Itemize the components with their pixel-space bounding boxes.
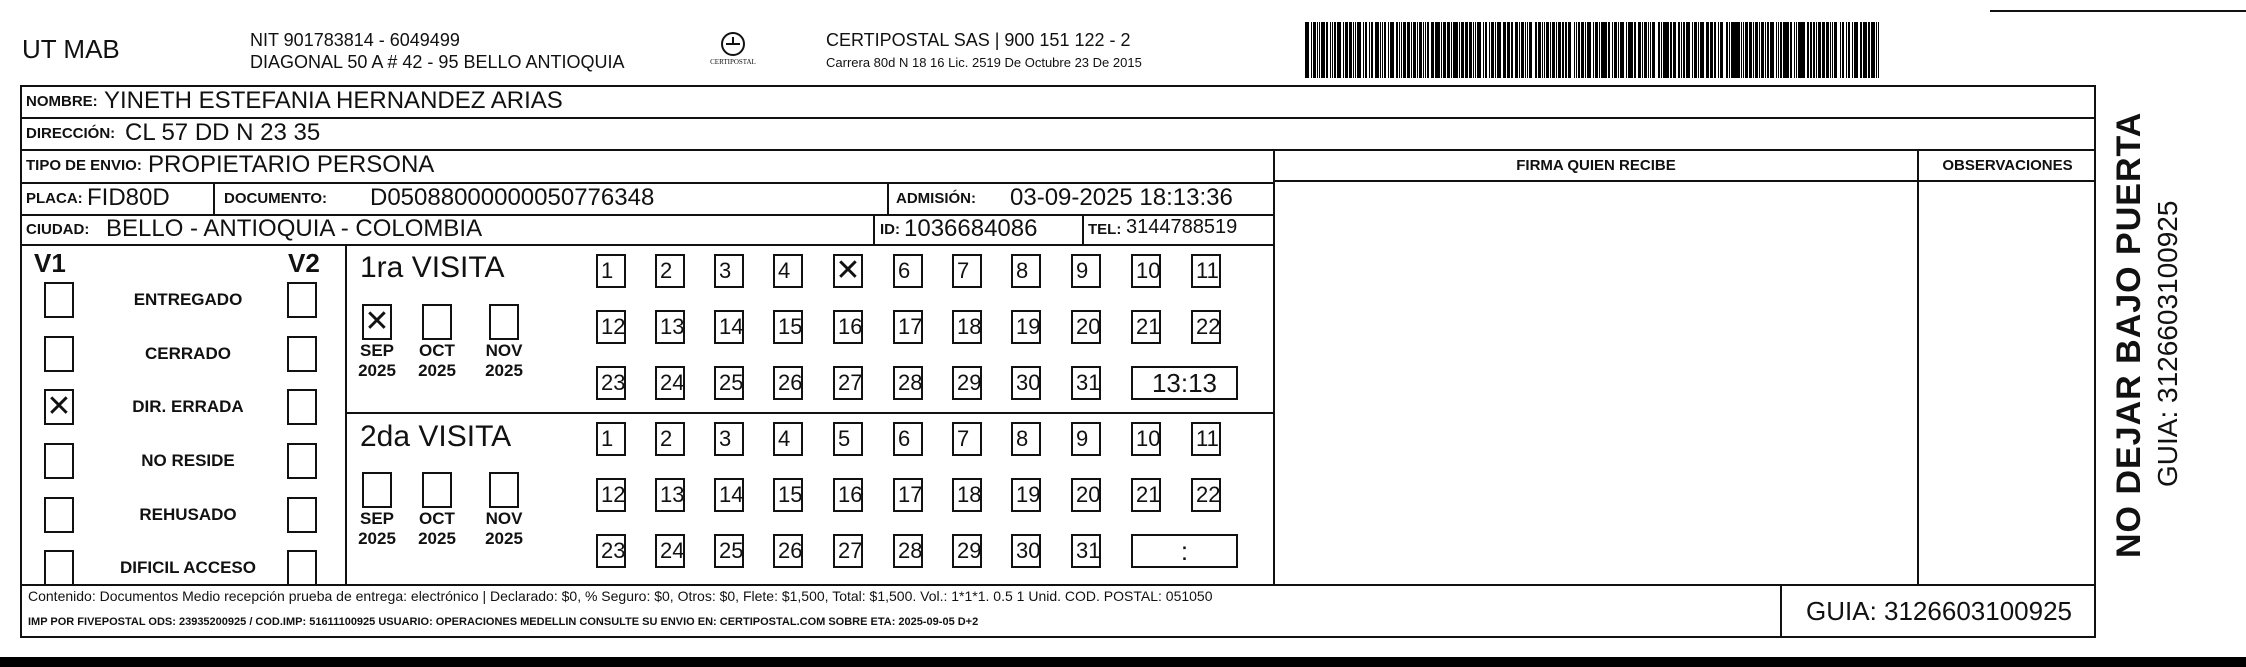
barcode-bar xyxy=(1511,22,1513,78)
barcode-bar xyxy=(1497,22,1501,78)
day-box-14[interactable]: 14 xyxy=(714,478,744,512)
month-name: OCT xyxy=(419,341,455,360)
day-box-16[interactable]: 16 xyxy=(833,478,863,512)
company-nit: NIT 901783814 - 6049499 xyxy=(250,30,460,50)
barcode-bar xyxy=(1614,22,1616,78)
direccion-value: CL 57 DD N 23 35 xyxy=(125,119,321,146)
month-checkbox-oct[interactable] xyxy=(422,472,452,508)
barcode-bar xyxy=(1846,22,1847,78)
barcode-bar xyxy=(1343,22,1344,78)
barcode-bar xyxy=(1686,22,1690,78)
day-box-9[interactable]: 9 xyxy=(1071,422,1101,456)
documento-value: D05088000000050776348 xyxy=(370,184,655,211)
barcode-bar xyxy=(1461,22,1465,78)
barcode-bar xyxy=(1568,22,1572,78)
barcode-bar xyxy=(1650,22,1651,78)
company-name: UT MAB xyxy=(22,34,120,64)
barcode-bar xyxy=(1427,22,1429,78)
status-option-label: NO RESIDE xyxy=(141,451,235,470)
day-box-6[interactable]: 6 xyxy=(893,254,923,288)
day-box-20[interactable]: 20 xyxy=(1071,310,1101,344)
day-box-14[interactable]: 14 xyxy=(714,310,744,344)
day-box-9[interactable]: 9 xyxy=(1071,254,1101,288)
v1-checkbox-1[interactable] xyxy=(44,282,74,318)
v1-checkbox-6[interactable] xyxy=(44,550,74,586)
day-box-7[interactable]: 7 xyxy=(952,422,982,456)
barcode-bar xyxy=(1552,22,1556,78)
v2-checkbox-3[interactable] xyxy=(287,389,317,425)
v1-label: V1 xyxy=(34,248,66,278)
barcode-bar xyxy=(1369,22,1370,78)
day-box-31[interactable]: 31 xyxy=(1071,366,1101,400)
barcode-bar xyxy=(1860,22,1862,78)
day-box-26[interactable]: 26 xyxy=(773,534,803,568)
day-box-23[interactable]: 23 xyxy=(596,534,626,568)
barcode-bar xyxy=(1529,22,1533,78)
barcode-bar xyxy=(1317,22,1318,78)
barcode-bar xyxy=(1465,22,1467,78)
barcode-bar xyxy=(1475,22,1476,78)
month-label xyxy=(411,341,463,381)
day-box-6[interactable]: 6 xyxy=(893,422,923,456)
tipo-value: PROPIETARIO PERSONA xyxy=(148,151,435,178)
day-box-1[interactable]: 1 xyxy=(596,254,626,288)
status-option-label: REHUSADO xyxy=(139,505,237,524)
barcode-bar xyxy=(1578,22,1580,78)
month-name: SEP xyxy=(359,509,395,528)
day-box-22[interactable]: 22 xyxy=(1191,310,1221,344)
barcode-bar xyxy=(1546,22,1548,78)
top-right-rule xyxy=(1990,10,2246,12)
barcode-bar xyxy=(1363,22,1364,78)
barcode-bar xyxy=(1865,22,1866,78)
barcode-bar xyxy=(1334,22,1336,78)
tel-value: 3144788519 xyxy=(1126,216,1238,238)
barcode-bar xyxy=(1736,22,1740,78)
barcode-bar xyxy=(1382,22,1383,78)
barcode-bar xyxy=(1683,22,1685,78)
v1-checkbox-3[interactable]: ✕ xyxy=(44,389,74,425)
day-box-27[interactable]: 27 xyxy=(833,534,863,568)
barcode-bar xyxy=(1620,22,1624,78)
barcode-bar xyxy=(1731,22,1733,78)
day-box-5[interactable]: ✕ xyxy=(833,254,863,288)
barcode-bar xyxy=(1443,22,1447,78)
barcode-bar xyxy=(1527,22,1528,78)
tel-label: TEL: xyxy=(1088,221,1122,238)
barcode-bar xyxy=(1542,22,1543,78)
month-checkbox-oct[interactable] xyxy=(422,304,452,340)
barcode-bar xyxy=(1807,22,1808,78)
day-box-15[interactable]: 15 xyxy=(773,478,803,512)
month-year: 2025 xyxy=(485,529,523,548)
day-box-18[interactable]: 18 xyxy=(952,478,982,512)
day-box-3[interactable]: 3 xyxy=(714,422,744,456)
day-box-15[interactable]: 15 xyxy=(773,310,803,344)
barcode-bar xyxy=(1692,22,1693,78)
day-box-4[interactable]: 4 xyxy=(773,254,803,288)
barcode-bar xyxy=(1477,22,1481,78)
barcode-bar xyxy=(1801,22,1805,78)
month-checkbox-nov[interactable] xyxy=(489,304,519,340)
direccion-label: DIRECCIÓN: xyxy=(26,125,116,142)
barcode-bar xyxy=(1842,22,1844,78)
day-box-17[interactable]: 17 xyxy=(893,478,923,512)
barcode-bar xyxy=(1375,22,1379,78)
side-guia: GUIA: 3126603100925 xyxy=(2152,200,2183,487)
barcode-bar xyxy=(1581,22,1583,78)
visit2-title: 2da VISITA xyxy=(360,420,512,453)
visit1-title: 1ra VISITA xyxy=(360,251,505,284)
status-option-label: ENTREGADO xyxy=(133,290,243,309)
barcode-bar xyxy=(1618,22,1619,78)
placa-value: FID80D xyxy=(87,184,170,211)
documento-label: DOCUMENTO: xyxy=(224,190,328,207)
barcode-bar xyxy=(1720,22,1724,78)
barcode-bar xyxy=(1749,22,1751,78)
month-name: SEP xyxy=(359,341,395,360)
ciudad-value: BELLO - ANTIOQUIA - COLOMBIA xyxy=(106,215,483,242)
barcode-bar xyxy=(1538,22,1540,78)
day-box-29[interactable]: 29 xyxy=(952,366,982,400)
barcode-bar xyxy=(1700,22,1704,78)
barcode-bar xyxy=(1673,22,1677,78)
barcode-bar xyxy=(1868,22,1870,78)
certipostal-logo xyxy=(708,30,758,72)
barcode-bar xyxy=(1878,22,1879,78)
barcode-bar xyxy=(1678,22,1679,78)
day-box-21[interactable]: 21 xyxy=(1131,478,1161,512)
day-box-5[interactable]: 5 xyxy=(833,422,863,456)
barcode-bar xyxy=(1810,22,1812,78)
firma-label: FIRMA QUIEN RECIBE xyxy=(1516,157,1676,174)
v1-checkbox-2[interactable] xyxy=(44,336,74,372)
time-field[interactable]: : xyxy=(1131,534,1238,568)
tipo-label: TIPO DE ENVIO: xyxy=(26,157,142,174)
barcode-bar xyxy=(1644,22,1646,78)
day-box-28[interactable]: 28 xyxy=(893,534,923,568)
barcode-bar xyxy=(1599,22,1600,78)
barcode-bar xyxy=(1663,22,1665,78)
barcode-bar xyxy=(1305,22,1309,78)
v2-checkbox-4[interactable] xyxy=(287,443,317,479)
v2-checkbox-2[interactable] xyxy=(287,336,317,372)
barcode-bar xyxy=(1451,22,1452,78)
barcode-bar xyxy=(1574,22,1575,78)
barcode-bar xyxy=(1813,22,1814,78)
barcode-bar xyxy=(1357,22,1361,78)
barcode-bar xyxy=(1603,22,1607,78)
observaciones-label: OBSERVACIONES xyxy=(1942,157,2073,174)
barcode-bar xyxy=(1726,22,1728,78)
barcode-bar xyxy=(1384,22,1386,78)
barcode-bar xyxy=(1840,22,1841,78)
day-box-22[interactable]: 22 xyxy=(1191,478,1221,512)
footer-guia: GUIA: 3126603100925 xyxy=(1806,596,2072,626)
day-box-10[interactable]: 10 xyxy=(1131,422,1161,456)
barcode-bar xyxy=(1515,22,1519,78)
admision-value: 03-09-2025 18:13:36 xyxy=(1010,184,1233,211)
barcode-bar xyxy=(1780,22,1782,78)
month-year: 2025 xyxy=(485,361,523,380)
barcode-bar xyxy=(1413,22,1417,78)
month-year: 2025 xyxy=(358,361,396,380)
month-checkbox-nov[interactable] xyxy=(489,472,519,508)
barcode-bar xyxy=(1718,22,1719,78)
barcode-bar xyxy=(1330,22,1331,78)
day-box-24[interactable]: 24 xyxy=(655,534,685,568)
month-label xyxy=(478,509,530,549)
month-name: OCT xyxy=(419,509,455,528)
barcode-bar xyxy=(1313,22,1315,78)
barcode-bar xyxy=(1469,22,1471,78)
day-box-2[interactable]: 2 xyxy=(655,254,685,288)
barcode-bar xyxy=(1437,22,1439,78)
barcode-bar xyxy=(1767,22,1769,78)
barcode-bar xyxy=(1854,22,1858,78)
day-box-30[interactable]: 30 xyxy=(1011,366,1041,400)
footer-print-info: IMP POR FIVEPOSTAL ODS: 23935200925 / COD.IMP: 51611100925 USUARIO: OPERACIONES MEDELLIN CONSULTE SU ENVIO EN: CERTIPOSTAL.COM SOBRE ETA: 2025-09-05 D+2 xyxy=(28,616,979,628)
barcode-bar xyxy=(1585,22,1586,78)
day-box-25[interactable]: 25 xyxy=(714,366,744,400)
id-label: ID: xyxy=(880,221,900,238)
day-box-11[interactable]: 11 xyxy=(1191,254,1221,288)
day-box-19[interactable]: 19 xyxy=(1011,478,1041,512)
day-box-1[interactable]: 1 xyxy=(596,422,626,456)
barcode-bar xyxy=(1419,22,1421,78)
day-box-27[interactable]: 27 xyxy=(833,366,863,400)
barcode-bar xyxy=(1658,22,1660,78)
barcode-bar xyxy=(1834,22,1838,78)
v1-checkbox-5[interactable] xyxy=(44,497,74,533)
month-year: 2025 xyxy=(418,529,456,548)
barcode-bar xyxy=(1558,22,1560,78)
v2-label: V2 xyxy=(288,248,320,278)
barcode-bar xyxy=(1311,22,1312,78)
barcode-bar xyxy=(1535,22,1537,78)
barcode-bar xyxy=(1587,22,1591,78)
v2-checkbox-1[interactable] xyxy=(287,282,317,318)
barcode-bar xyxy=(1349,22,1351,78)
status-option-label: DIR. ERRADA xyxy=(132,397,244,416)
barcode-bar xyxy=(1489,22,1490,78)
barcode-bar xyxy=(1355,22,1356,78)
barcode-bar xyxy=(1401,22,1402,78)
bottom-rule xyxy=(0,657,2246,667)
nombre-label: NOMBRE: xyxy=(26,93,98,110)
barcode-bar xyxy=(1503,22,1505,78)
barcode-bar xyxy=(1852,22,1853,78)
barcode-bar xyxy=(1608,22,1610,78)
barcode-bar xyxy=(1698,22,1699,78)
day-box-19[interactable]: 19 xyxy=(1011,310,1041,344)
day-box-2[interactable]: 2 xyxy=(655,422,685,456)
barcode-bar xyxy=(1761,22,1763,78)
barcode-bar xyxy=(1822,22,1824,78)
barcode-bar xyxy=(1483,22,1484,78)
barcode xyxy=(1305,22,1905,78)
barcode-bar xyxy=(1776,22,1777,78)
barcode-bar xyxy=(1785,22,1789,78)
day-box-16[interactable]: 16 xyxy=(833,310,863,344)
day-box-29[interactable]: 29 xyxy=(952,534,982,568)
month-label xyxy=(351,341,403,381)
month-year: 2025 xyxy=(418,361,456,380)
time-field[interactable]: 13:13 xyxy=(1131,366,1238,400)
barcode-bar xyxy=(1485,22,1487,78)
barcode-bar xyxy=(1638,22,1642,78)
barcode-bar xyxy=(1832,22,1833,78)
v2-checkbox-6[interactable] xyxy=(287,550,317,586)
v1-checkbox-4[interactable] xyxy=(44,443,74,479)
barcode-bar xyxy=(1790,22,1792,78)
carrier-name: CERTIPOSTAL SAS | 900 151 122 - 2 xyxy=(826,30,1131,50)
day-box-12[interactable]: 12 xyxy=(596,478,626,512)
barcode-bar xyxy=(1770,22,1774,78)
day-box-18[interactable]: 18 xyxy=(952,310,982,344)
day-box-26[interactable]: 26 xyxy=(773,366,803,400)
barcode-bar xyxy=(1508,22,1509,78)
carrier-license: Carrera 80d N 18 16 Lic. 2519 De Octubre 23 De 2015 xyxy=(826,55,1142,70)
barcode-bar xyxy=(1848,22,1850,78)
month-year: 2025 xyxy=(358,529,396,548)
barcode-bar xyxy=(1388,22,1389,78)
barcode-bar xyxy=(1565,22,1566,78)
month-name: NOV xyxy=(485,509,523,528)
admision-label: ADMISIÓN: xyxy=(896,190,976,207)
barcode-bar xyxy=(1403,22,1405,78)
day-box-13[interactable]: 13 xyxy=(655,478,685,512)
v2-checkbox-5[interactable] xyxy=(287,497,317,533)
barcode-bar xyxy=(1447,22,1449,78)
day-box-30[interactable]: 30 xyxy=(1011,534,1041,568)
barcode-bar xyxy=(1390,22,1394,78)
barcode-bar xyxy=(1407,22,1409,78)
barcode-bar xyxy=(1491,22,1493,78)
day-box-11[interactable]: 11 xyxy=(1191,422,1221,456)
day-box-21[interactable]: 21 xyxy=(1131,310,1161,344)
month-label xyxy=(411,509,463,549)
barcode-bar xyxy=(1593,22,1594,78)
barcode-bar xyxy=(1521,22,1523,78)
day-box-23[interactable]: 23 xyxy=(596,366,626,400)
day-box-28[interactable]: 28 xyxy=(893,366,923,400)
day-box-3[interactable]: 3 xyxy=(714,254,744,288)
day-box-25[interactable]: 25 xyxy=(714,534,744,568)
footer-content: Contenido: Documentos Medio recepción prueba de entrega: electrónico | Declarado: $0, % Seguro: $0, Otros: $0, Flete: $1,500, Total: $1,500. Vol.: 1*1*1. 0.5 1 Unid. COD. POSTAL: 051050 xyxy=(28,588,1213,604)
barcode-bar xyxy=(1826,22,1828,78)
barcode-bar xyxy=(1365,22,1367,78)
month-checkbox-sep[interactable]: ✕ xyxy=(362,304,392,340)
ciudad-label: CIUDAD: xyxy=(26,221,90,238)
barcode-bar xyxy=(1794,22,1795,78)
status-option-label: DIFICIL ACCESO xyxy=(119,558,256,577)
day-box-8[interactable]: 8 xyxy=(1011,422,1041,456)
barcode-bar xyxy=(1871,22,1875,78)
logo-text: CERTIPOSTAL xyxy=(710,58,756,66)
barcode-bar xyxy=(1595,22,1597,78)
barcode-bar xyxy=(1714,22,1716,78)
barcode-bar xyxy=(1630,22,1632,78)
nombre-value: YINETH ESTEFANIA HERNANDEZ ARIAS xyxy=(104,87,563,114)
barcode-bar xyxy=(1626,22,1627,78)
month-label xyxy=(351,509,403,549)
barcode-bar xyxy=(1652,22,1656,78)
company-address: DIAGONAL 50 A # 42 - 95 BELLO ANTIOQUIA xyxy=(250,52,625,72)
day-box-4[interactable]: 4 xyxy=(773,422,803,456)
barcode-bar xyxy=(1396,22,1398,78)
id-value: 1036684086 xyxy=(904,215,1038,242)
barcode-bar xyxy=(1431,22,1435,78)
month-name: NOV xyxy=(485,341,523,360)
barcode-bar xyxy=(1562,22,1564,78)
day-box-31[interactable]: 31 xyxy=(1071,534,1101,568)
barcode-bar xyxy=(1670,22,1671,78)
barcode-bar xyxy=(1345,22,1347,78)
month-label xyxy=(478,341,530,381)
day-box-17[interactable]: 17 xyxy=(893,310,923,344)
placa-label: PLACA: xyxy=(26,190,83,207)
barcode-bar xyxy=(1711,22,1712,78)
day-box-8[interactable]: 8 xyxy=(1011,254,1041,288)
barcode-bar xyxy=(1321,22,1325,78)
barcode-bar xyxy=(1743,22,1744,78)
barcode-bar xyxy=(1326,22,1328,78)
barcode-bar xyxy=(1666,22,1668,78)
day-box-13[interactable]: 13 xyxy=(655,310,685,344)
barcode-bar xyxy=(1798,22,1800,78)
day-box-12[interactable]: 12 xyxy=(596,310,626,344)
barcode-bar xyxy=(1495,22,1496,78)
barcode-bar xyxy=(1425,22,1426,78)
barcode-bar xyxy=(1337,22,1341,78)
side-warning: NO DEJAR BAJO PUERTA xyxy=(2110,111,2148,558)
barcode-bar xyxy=(1694,22,1696,78)
barcode-bar xyxy=(1706,22,1708,78)
barcode-bar xyxy=(1755,22,1759,78)
barcode-bar xyxy=(1371,22,1373,78)
barcode-bar xyxy=(1818,22,1822,78)
day-box-24[interactable]: 24 xyxy=(655,366,685,400)
day-box-7[interactable]: 7 xyxy=(952,254,982,288)
day-box-20[interactable]: 20 xyxy=(1071,478,1101,512)
barcode-bar xyxy=(1634,22,1636,78)
day-box-10[interactable]: 10 xyxy=(1131,254,1161,288)
barcode-bar xyxy=(1455,22,1457,78)
status-option-label: CERRADO xyxy=(145,344,231,363)
barcode-bar xyxy=(1612,22,1613,78)
month-checkbox-sep[interactable] xyxy=(362,472,392,508)
barcode-bar xyxy=(1745,22,1747,78)
